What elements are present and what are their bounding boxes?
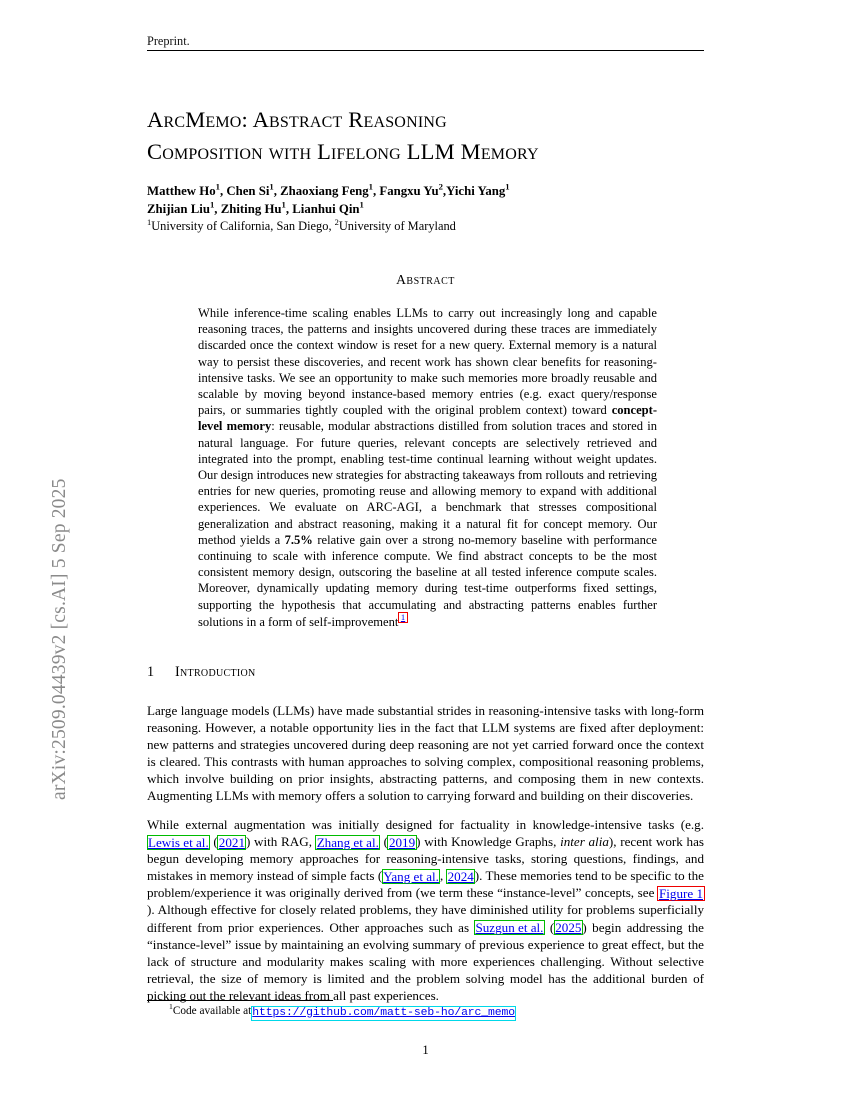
running-head-label: Preprint. [147,34,190,48]
footnote-marker-link[interactable]: 1 [398,612,407,623]
author-separator: , [219,184,227,198]
citation-link-zhang-year[interactable]: 2019 [388,834,416,850]
author-affiliation-marker: 1 [209,199,215,210]
affiliation-marker: 2 [334,216,339,227]
running-head [147,34,704,51]
paper-title [147,104,704,168]
author-separator: , [214,201,221,216]
author-separator: , [373,184,380,198]
author-separator: , [285,201,293,216]
footnote-url-link[interactable]: https://github.com/matt-seb-ho/arc_memo [252,1006,515,1019]
citation-link-suzgun-year[interactable]: 2025 [555,920,582,936]
footnote [169,1004,704,1020]
footnote-number: 1 [169,1002,173,1012]
abstract-body [198,305,657,630]
abstract-text-1: While inference-time scaling enables LLMs to carry out increasingly long and capable reasoning traces, the patterns and insights uncovered during these traces are immediately discarded once the context window is reset for a new query. External memory is a natural way to persist these discoveries, and recent work has shown clear benefits for reasoning-intensive tasks. We see an opportunity to make such memories more broadly reusable and scalable by moving beyond instance-based memory entries (e.g. exact query/response pairs, or summaries tightly coupled with the original problem context) toward [198,306,657,418]
author-affiliation-marker: 1 [368,181,373,192]
running-head-rule [147,50,704,51]
section-title: Introduction [175,664,256,680]
para2-text-2: ) with RAG, [245,834,316,850]
title-line-1: ArcMemo: Abstract Reasoning [147,107,447,132]
author-affiliation-marker: 1 [215,181,220,192]
author-name: Zhaoxiang Feng [280,184,369,198]
abstract-text-2: : reusable, modular abstractions distilled from solution traces and stored in natural language. For future queries, relevant concepts are selectively retrieved and integrated into the prompt, enabling test-time continual learning without weight updates. Our design introduces new strategies for abstracting takeaways from rollouts and retrieving entries for new queries, promoting reuse and allowing memory to expand with additional experiences. We evaluate on ARC-AGI, a benchmark that stresses compositional generalization and abstract reasoning, making it a natural fit for concept memory. Our method yields a [198,419,658,547]
section-heading-introduction [147,664,704,681]
author-name: Yichi Yang [446,184,506,198]
paper-page [147,0,704,1100]
affiliation-name: University of California, San Diego, [151,219,335,233]
abstract-heading: Abstract [396,272,455,287]
citation-link-suzgun-author[interactable]: Suzgun et al. [475,920,544,936]
abstract-text-3: relative gain over a strong no-memory baseline with performance continuing to scale with inference compute. We find abstract concepts to be the most consistent memory design, outscoring the baseline at all tested inference compute scales. Moreover, dynamically updating memory during test-time outperforms fixed settings, supporting the hypothesis that accumulating and abstracting patterns enables further solutions in a form of self-improvement [198,532,657,630]
arxiv-stamp-text: arXiv:2509.04439v2 [cs.AI] 5 Sep 2025 [49,478,70,800]
author-name: Zhijian Liu [147,201,210,216]
abstract-bold-concept-level-memory: concept-level memory [198,403,657,434]
para2-text-1: While external augmentation was initially designed for factuality in knowledge-intensive tasks (e.g. [147,817,704,832]
author-affiliation-marker: 1 [269,181,274,192]
citation-link-lewis-year[interactable]: 2021 [218,834,245,850]
author-name: Fangxu Yu [379,184,439,198]
title-line-2: Composition with Lifelong LLM Memory [147,139,539,164]
citation-link-lewis-author[interactable]: Lewis et al. [148,834,209,850]
author-affiliation-marker: 1 [281,199,286,210]
author-line-2 [147,201,704,219]
citation-link-yang-author[interactable]: Yang et al. [383,868,439,884]
paragraph-intro-2 [147,816,704,1004]
footnote-separator-rule [147,1000,333,1001]
figure-reference-link[interactable]: Figure 1 [658,885,703,901]
abstract-bold-gain-percent: 7.5% [284,532,313,547]
author-name: Lianhui Qin [292,201,360,216]
para2-text-3: ) with Knowledge Graphs, [416,834,561,850]
section-number: 1 [147,664,155,680]
author-name: Chen Si [226,184,270,198]
affiliation-line [147,218,704,235]
affiliation-marker: 1 [147,216,152,227]
citation-link-yang-year[interactable]: 2024 [447,868,474,884]
citation-link-zhang-author[interactable]: Zhang et al. [316,834,379,850]
author-name: Zhiting Hu [220,201,282,216]
para2-text-6: ). Although effective for closely related problems, they have diminished utility for problems superficially different from prior experiences. Other approaches such as [147,902,704,935]
author-block [147,183,704,235]
para2-comma-3: , [439,868,447,884]
author-line-1 [147,183,704,201]
footnote-text: Code available at [172,1005,252,1017]
para2-italic-inter-alia: inter alia [560,834,609,850]
author-affiliation-marker: 1 [359,199,364,210]
para2-paren-2: ( [379,834,388,850]
para2-paren-4: ( [544,919,555,935]
paragraph-intro-1: Large language models (LLMs) have made substantial strides in reasoning-intensive tasks with long-form reasoning. However, a notable opportunity lies in the fact that LLM systems are fixed after deployment: new patterns and strategies uncovered during deep reasoning are not yet carried forward once the context is cleared. This contrasts with human approaches to solving complex, compositional reasoning problems, which involve building on prior insights, abstracting patterns, and composing them in new contexts. Augmenting LLMs with memory offers a solution to carrying forward and building on their discoveries. [147,703,704,804]
author-affiliation-marker: 1 [505,181,510,192]
author-affiliation-marker: 2 [438,181,443,192]
para2-text-7: ) begin addressing the “instance-level” issue by maintaining an evolving summary of previous experience to great effect, but the lack of structure and modularity makes scaling with more experiences challenging. Without selective retrieval, the size of memory is limited and the problem solving model has the additional burden of picking out the relevant ideas from all past experiences. [147,919,704,1003]
author-separator: , [273,184,281,198]
para2-paren-1: ( [209,834,218,850]
arxiv-stamp [0,0,80,1100]
para2-text-5: ). These memories tend to be specific to the problem/experience it was originally derived from (we term these “instance-level” concepts, see [147,868,704,901]
affiliation-name: University of Maryland [338,219,456,233]
author-name: Matthew Ho [147,184,216,198]
page-number: 1 [422,1043,429,1057]
author-separator: , [442,184,447,198]
para2-text-4: ), recent work has begun developing memory approaches for reasoning-intensive tasks, storing questions, findings, and mistakes in memory instead of simple facts ( [147,834,704,884]
